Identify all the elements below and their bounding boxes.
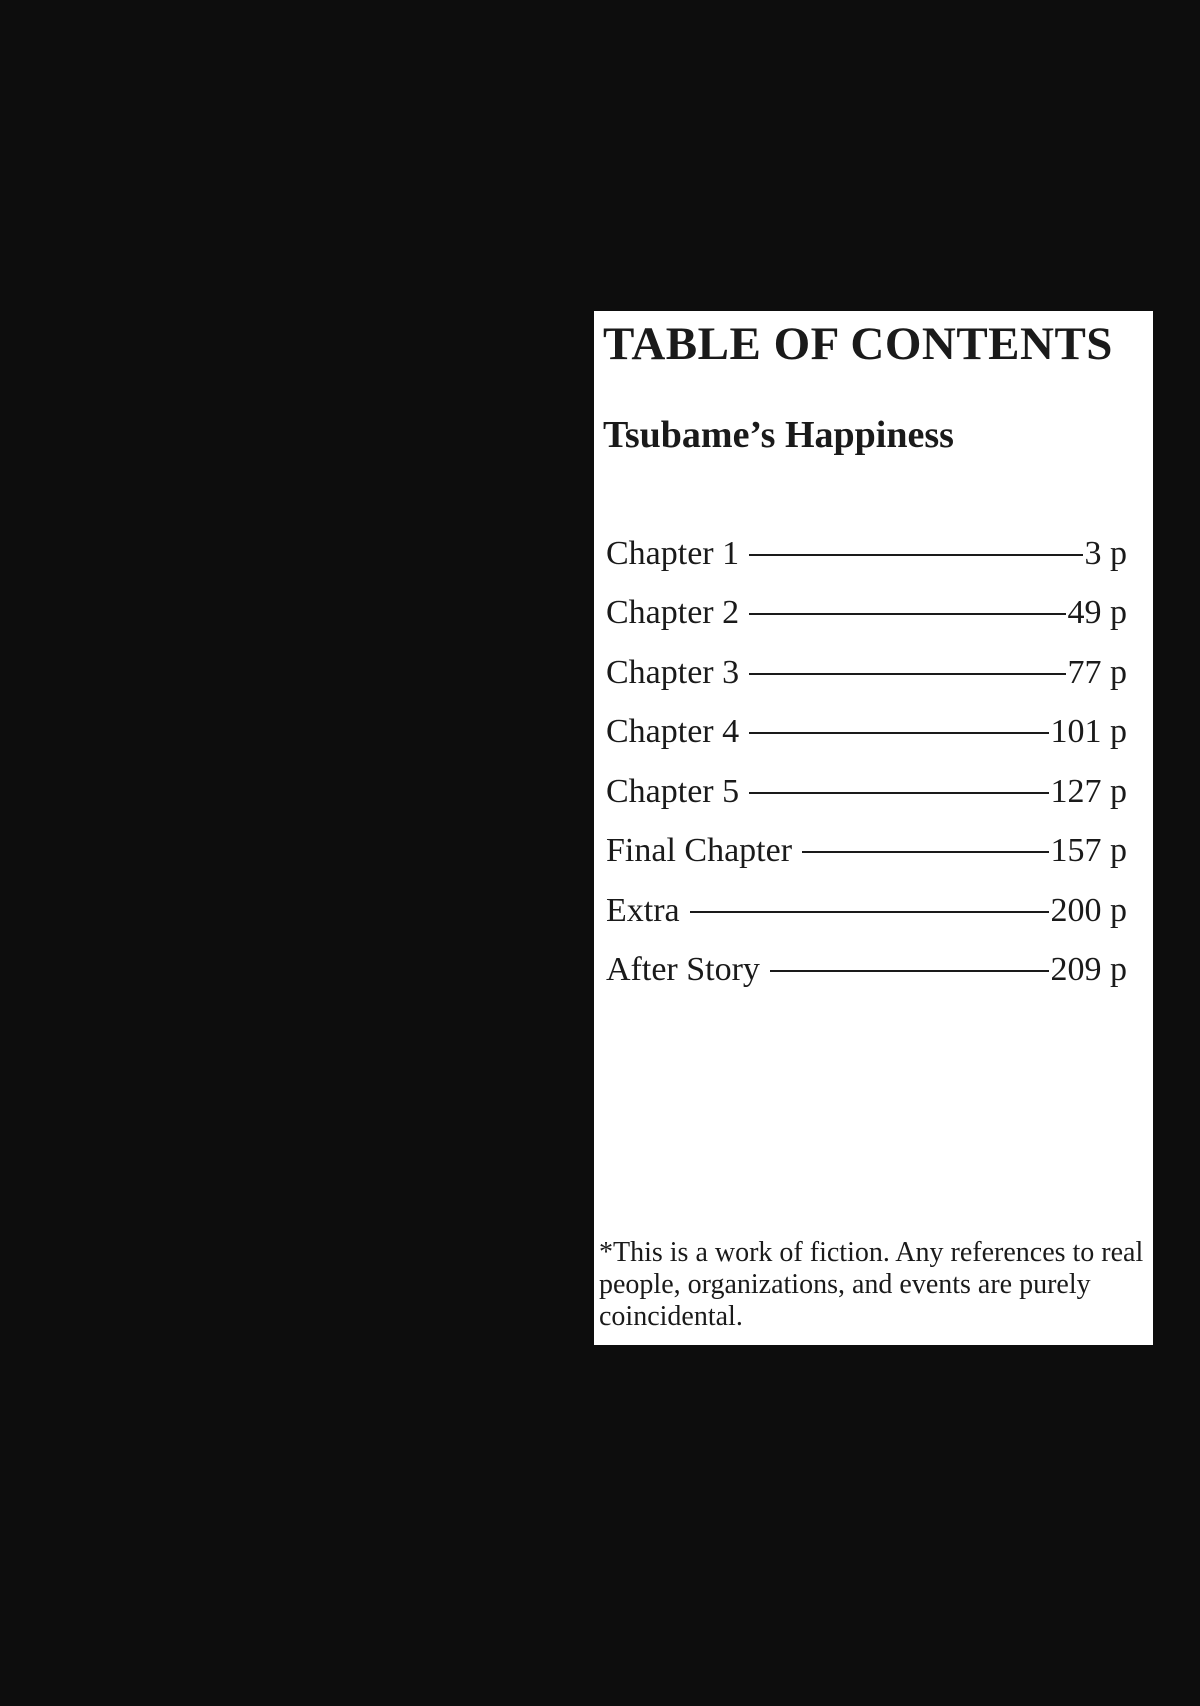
leader-line xyxy=(690,911,1049,913)
toc-entry-label: Extra xyxy=(606,891,680,929)
leader-line xyxy=(749,792,1048,794)
leader-line xyxy=(802,851,1048,853)
toc-entry-page: 157 p xyxy=(1050,832,1127,870)
toc-entry-page: 200 p xyxy=(1050,891,1127,929)
toc-entry-label: Chapter 1 xyxy=(606,534,740,572)
toc-entry-page: 209 p xyxy=(1050,951,1127,989)
toc-entry-chapter-5 xyxy=(606,762,1127,822)
fiction-disclaimer: *This is a work of fiction. Any references to real people, organizations, and events are purely coincidental. xyxy=(599,1237,1144,1332)
toc-entry-label: Chapter 3 xyxy=(606,653,740,691)
toc-entry-page: 49 p xyxy=(1067,594,1127,632)
toc-entry-page: 127 p xyxy=(1050,772,1127,810)
table-of-contents-panel xyxy=(594,311,1153,1345)
toc-entry-after-story xyxy=(606,941,1127,1001)
toc-heading: TABLE OF CONTENTS xyxy=(603,318,1113,370)
leader-line xyxy=(749,613,1065,615)
toc-entry-label: Chapter 5 xyxy=(606,772,740,810)
toc-entry-page: 101 p xyxy=(1050,713,1127,751)
toc-entry-label: After Story xyxy=(606,951,760,989)
toc-entry-page: 77 p xyxy=(1067,653,1127,691)
toc-entry-chapter-2 xyxy=(606,584,1127,644)
toc-entry-chapter-4 xyxy=(606,703,1127,763)
book-title: Tsubame’s Happiness xyxy=(603,414,954,456)
toc-entry-extra xyxy=(606,881,1127,941)
toc-entry-label: Final Chapter xyxy=(606,832,793,870)
toc-entry-label: Chapter 4 xyxy=(606,713,740,751)
toc-entry-label: Chapter 2 xyxy=(606,594,740,632)
leader-line xyxy=(749,673,1065,675)
toc-entry-chapter-1 xyxy=(606,524,1127,584)
leader-line xyxy=(749,732,1048,734)
leader-line xyxy=(749,554,1082,556)
toc-entry-final-chapter xyxy=(606,822,1127,882)
toc-entry-page: 3 p xyxy=(1084,534,1127,572)
chapter-list xyxy=(606,524,1127,1000)
toc-entry-chapter-3 xyxy=(606,643,1127,703)
leader-line xyxy=(770,970,1049,972)
